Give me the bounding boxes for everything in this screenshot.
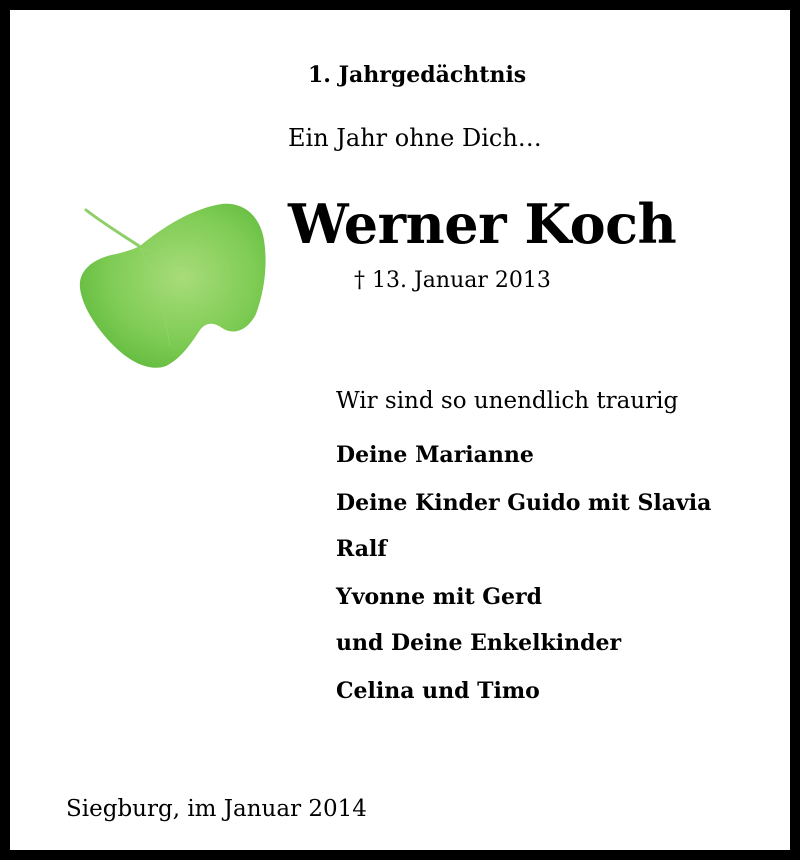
mourner-line: und Deine Enkelkinder bbox=[336, 630, 622, 656]
tagline: Ein Jahr ohne Dich… bbox=[288, 124, 542, 152]
place-and-date: Siegburg, im Januar 2014 bbox=[66, 796, 367, 822]
deceased-name: Werner Koch bbox=[288, 192, 677, 256]
ginkgo-leaf-icon bbox=[74, 196, 274, 372]
occasion-heading: 1. Jahrgedächtnis bbox=[308, 62, 527, 88]
mourner-line: Ralf bbox=[336, 536, 387, 562]
mourner-line: Deine Marianne bbox=[336, 442, 534, 468]
mourner-line: Yvonne mit Gerd bbox=[336, 584, 543, 610]
mourner-line: Deine Kinder Guido mit Slavia bbox=[336, 490, 712, 516]
mourner-line: Celina und Timo bbox=[336, 678, 540, 704]
mourning-line: Wir sind so unendlich traurig bbox=[336, 388, 679, 414]
death-date: † 13. Januar 2013 bbox=[354, 268, 551, 293]
